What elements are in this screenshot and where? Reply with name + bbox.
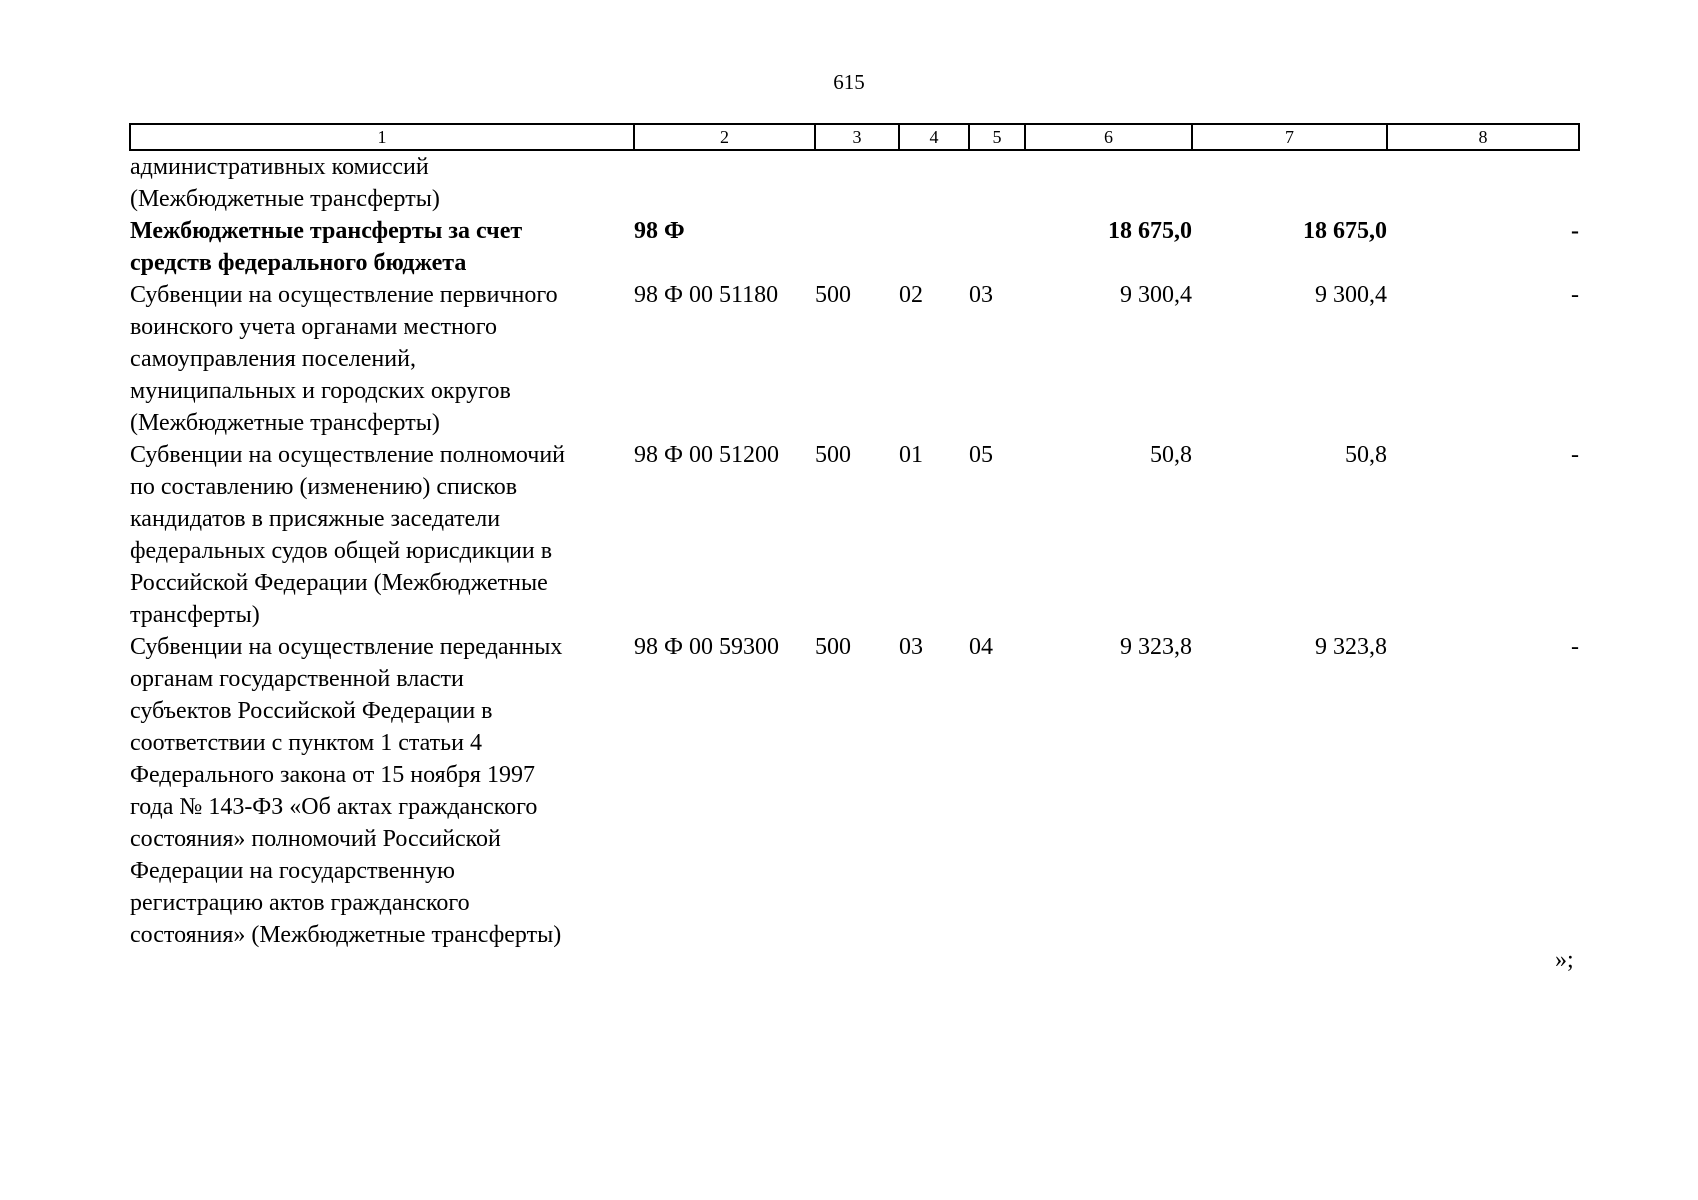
row-total: 50,8 — [1150, 442, 1192, 468]
header-cell-3: 3 — [815, 124, 899, 150]
row-code: 98 Ф 00 51180 — [634, 282, 779, 308]
row-name: Субвенции на осуществление первичного воинского учета органами местного самоуправления поселений, муниципальных и городских округов (Межбюджетные трансферты) — [130, 282, 558, 436]
header-cell-7: 7 — [1192, 124, 1387, 150]
table-row — [130, 631, 1579, 951]
row-vr: 500 — [815, 282, 851, 308]
row-pr: 04 — [969, 634, 993, 660]
row-col7 — [1192, 150, 1387, 215]
row-code — [634, 150, 815, 215]
row-vr: 500 — [815, 442, 851, 468]
row-code: 98 Ф — [634, 218, 685, 244]
table-row — [130, 439, 1579, 631]
table-row — [130, 279, 1579, 439]
row-total: 18 675,0 — [1108, 218, 1192, 244]
row-pr: 05 — [969, 442, 993, 468]
row-code: 98 Ф 00 59300 — [634, 634, 779, 660]
header-cell-6: 6 — [1025, 124, 1192, 150]
table-body — [130, 150, 1579, 951]
row-rz — [899, 150, 969, 215]
header-cell-5: 5 — [969, 124, 1025, 150]
row-vr — [815, 150, 899, 215]
row-col8: - — [1571, 218, 1579, 244]
row-total: 9 300,4 — [1120, 282, 1192, 308]
row-col8: - — [1571, 282, 1579, 308]
table-row — [130, 215, 1579, 279]
row-name: Субвенции на осуществление полномочий по составлению (изменению) списков кандидатов в присяжные заседатели федеральных судов общей юрисдикции в Российской Федерации (Межбюджетные трансферты) — [130, 442, 566, 628]
budget-table — [129, 123, 1580, 951]
row-name: Субвенции на осуществление переданных органам государственной власти субъектов Российской Федерации в соответствии с пунктом 1 статьи 4 Федерального закона от 15 ноября 1997 года № 143-ФЗ «Об актах гражданского состояния» полномочий Российской Федерации на государственную регистрацию актов гражданского состояния» (Межбюджетные трансферты) — [130, 634, 563, 948]
row-col7: 9 323,8 — [1315, 634, 1387, 660]
header-cell-8: 8 — [1387, 124, 1579, 150]
header-cell-4: 4 — [899, 124, 969, 150]
row-total: 9 323,8 — [1120, 634, 1192, 660]
table-row — [130, 150, 1579, 215]
row-name: административных комиссий (Межбюджетные трансферты) — [130, 154, 440, 212]
row-vr: 500 — [815, 634, 851, 660]
page-number: 615 — [833, 70, 865, 94]
row-col7: 9 300,4 — [1315, 282, 1387, 308]
row-code: 98 Ф 00 51200 — [634, 442, 779, 468]
row-pr: 03 — [969, 282, 993, 308]
row-rz: 01 — [899, 442, 923, 468]
row-col8: - — [1571, 634, 1579, 660]
row-vr — [815, 215, 899, 279]
header-cell-2: 2 — [634, 124, 815, 150]
row-col7: 18 675,0 — [1303, 218, 1387, 244]
header-cell-1: 1 — [130, 124, 634, 150]
row-total — [1025, 150, 1192, 215]
closing-quote-mark: »; — [1555, 947, 1574, 973]
row-col7: 50,8 — [1345, 442, 1387, 468]
row-rz: 02 — [899, 282, 923, 308]
row-rz: 03 — [899, 634, 923, 660]
table-header — [130, 124, 1579, 150]
row-col8: - — [1571, 442, 1579, 468]
row-pr — [969, 215, 1025, 279]
row-rz — [899, 215, 969, 279]
row-name: Межбюджетные трансферты за счет средств федерального бюджета — [130, 218, 523, 276]
row-pr — [969, 150, 1025, 215]
row-col8 — [1387, 150, 1579, 215]
header-row — [130, 124, 1579, 150]
